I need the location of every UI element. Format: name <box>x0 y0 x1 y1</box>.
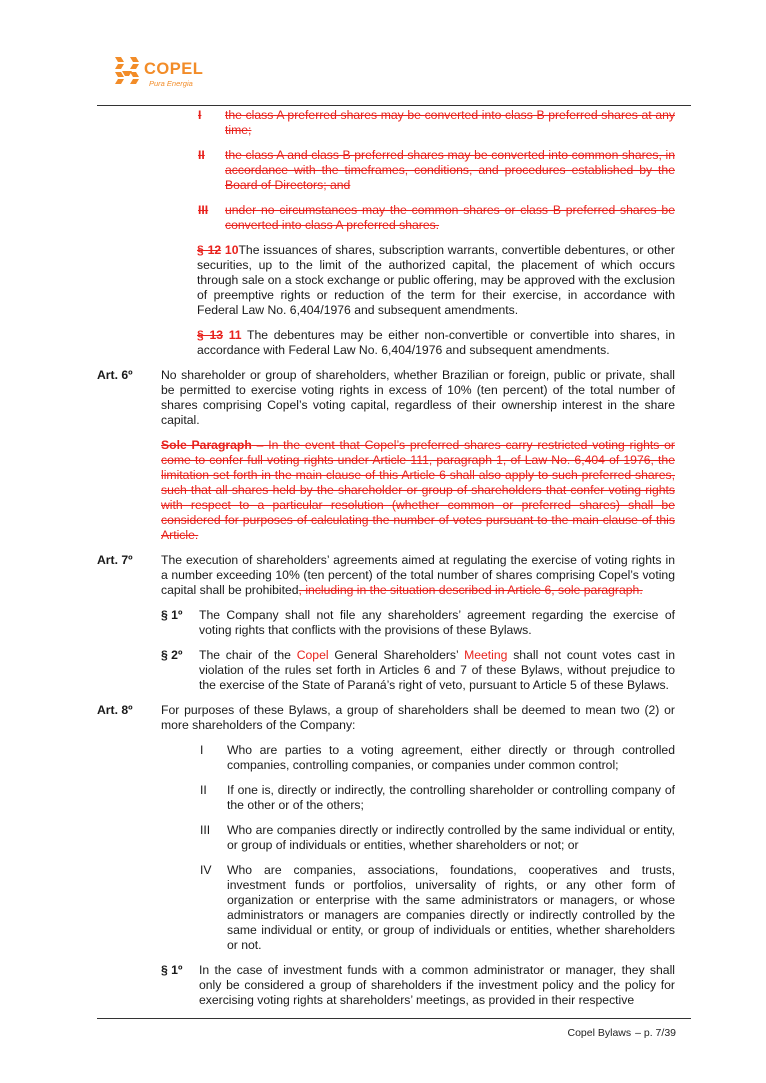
article-7 <box>97 553 675 598</box>
list-item <box>97 783 675 813</box>
old-paragraph-number: § 13 <box>197 328 224 342</box>
list-item <box>97 743 675 773</box>
article-6 <box>97 368 675 428</box>
article-label: Art. 8º <box>97 703 133 717</box>
header-divider <box>97 105 691 106</box>
paragraph-text: General Shareholders’ <box>328 648 465 662</box>
item-number: IV <box>200 863 212 877</box>
page-number: – p. 7/39 <box>635 1027 676 1039</box>
list-item <box>97 203 675 233</box>
paragraph-text: The Company shall not file any shareholders’ agreement regarding the exercise of voting rights that conflicts with the provisions of these Bylaws. <box>199 608 675 637</box>
paragraph-label: § 1º <box>161 963 183 977</box>
list-item <box>97 823 675 853</box>
deleted-text: , including in the situation described in Article 6, sole paragraph. <box>298 583 643 597</box>
article-text: The execution of shareholders’ agreements aimed at regulating the exercise of voting rights in a number exceeding 10% (ten percent) of the total number of shares comprising Copel’s voting capital shall be prohibited <box>161 553 675 597</box>
paragraph-text: The debentures may be either non-convertible or convertible into shares, in accordance with Federal Law No. 6,404/1976 and subsequent amendments. <box>197 328 675 357</box>
item-number: II <box>198 148 205 162</box>
document-body <box>97 108 675 1008</box>
paragraph-label: § 2º <box>161 648 183 662</box>
article-text: For purposes of these Bylaws, a group of shareholders shall be deemed to mean two (2) or more shareholders of the Company: <box>161 703 675 732</box>
paragraph-label: § 1º <box>161 608 183 622</box>
new-paragraph-number: 10 <box>224 243 239 257</box>
article-7-paragraph-1 <box>97 608 675 638</box>
sole-paragraph-text: – In the event that Copel’s preferred shares carry restricted voting rights or come to confer full voting rights under Article 111, paragraph 1, of Law No. 6,404 of 1976, the limitation set forth in the main clause of this Article 6 shall also apply to such preferred shares, such that all shares held by the shareholder or group of shareholders that confer voting rights with respect to a particular resolution (whether common or preferred shares) shall be considered for purposes of calculating the number of votes pursuant to the main clause of this Article. <box>161 438 675 542</box>
item-text: Who are companies directly or indirectly controlled by the same individual or entity, or group of individuals or entities, whether shareholders or not; or <box>227 823 675 852</box>
paragraph-11 <box>197 328 675 358</box>
inserted-text: Copel <box>296 648 329 662</box>
copel-logo-icon <box>113 55 141 85</box>
item-text: the class A preferred shares may be converted into class B preferred shares at any time; <box>225 108 675 137</box>
item-text: Who are parties to a voting agreement, either directly or through controlled companies, controlling companies, or companies under common control; <box>227 743 675 772</box>
page-footer <box>568 1026 677 1041</box>
item-number: III <box>200 823 211 837</box>
logo-tagline: Pura Energia <box>149 79 193 88</box>
new-paragraph-number: 11 <box>228 328 242 342</box>
item-text: If one is, directly or indirectly, the controlling shareholder or controlling company of the other or of the others; <box>227 783 675 812</box>
list-item <box>97 148 675 193</box>
item-text: Who are companies, associations, foundations, cooperatives and trusts, investment funds or portfolios, universality of rights, or any other form of organization or enterprise with the same administrators or managers, or whose administrators or managers are companies directly or indirectly controlled by the same individual or entity, or group of individuals or entities, whether shareholders or not. <box>227 863 675 952</box>
paragraph-10 <box>197 243 675 318</box>
paragraph-text: The chair of the <box>199 648 297 662</box>
sole-paragraph-label: Sole Paragraph <box>161 438 252 452</box>
paragraph-text: The issuances of shares, subscription warrants, convertible debentures, or other securities, up to the limit of the authorized capital, the placement of which occurs through sale on a stock exchange or public offering, may be approved with the exclusion of preemptive rights or reduction of the term for their exercise, in accordance with Federal Law No. 6,404/1976 and subsequent amendments. <box>197 243 675 317</box>
copel-logo <box>113 55 223 95</box>
article-text: No shareholder or group of shareholders, whether Brazilian or foreign, public or private, shall be permitted to exercise voting rights in excess of 10% (ten percent) of the total number of shares comprising Copel’s voting capital, regardless of their ownership interest in the share capital. <box>161 368 675 427</box>
article-label: Art. 7º <box>97 553 133 567</box>
item-number: I <box>200 743 204 757</box>
inserted-text: Meeting <box>464 648 508 662</box>
item-number: II <box>200 783 207 797</box>
old-paragraph-number: § 12 <box>197 243 222 257</box>
item-number: I <box>198 108 202 122</box>
list-item <box>97 863 675 953</box>
item-text: the class A and class B preferred shares may be converted into common shares, in accordance with the timeframes, conditions, and procedures established by the Board of Directors; and <box>225 148 675 192</box>
article-8 <box>97 703 675 733</box>
footer-doc-title: Copel Bylaws <box>567 1027 632 1039</box>
article-6-sole-paragraph <box>97 438 675 543</box>
item-text: under no circumstances may the common shares or class B preferred shares be converted into class A preferred shares. <box>225 203 675 232</box>
article-label: Art. 6º <box>97 368 133 382</box>
list-item <box>97 108 675 138</box>
article-7-paragraph-2 <box>97 648 675 693</box>
article-8-paragraph-1 <box>97 963 675 1008</box>
paragraph-text: In the case of investment funds with a common administrator or manager, they shall only be considered a group of shareholders if the investment policy and the policy for exercising voting rights at shareholders’ meetings, as provided in their respective <box>199 963 675 1007</box>
item-number: III <box>198 203 209 217</box>
logo-name: COPEL <box>144 60 204 78</box>
paragraph-text: shall not count votes cast in violation of the rules set forth in Articles 6 and 7 of these Bylaws, without prejudice to the exercise of the State of Paraná’s right of veto, pursuant to Article 5 of these Bylaws. <box>199 648 675 692</box>
footer-divider <box>97 1018 691 1019</box>
